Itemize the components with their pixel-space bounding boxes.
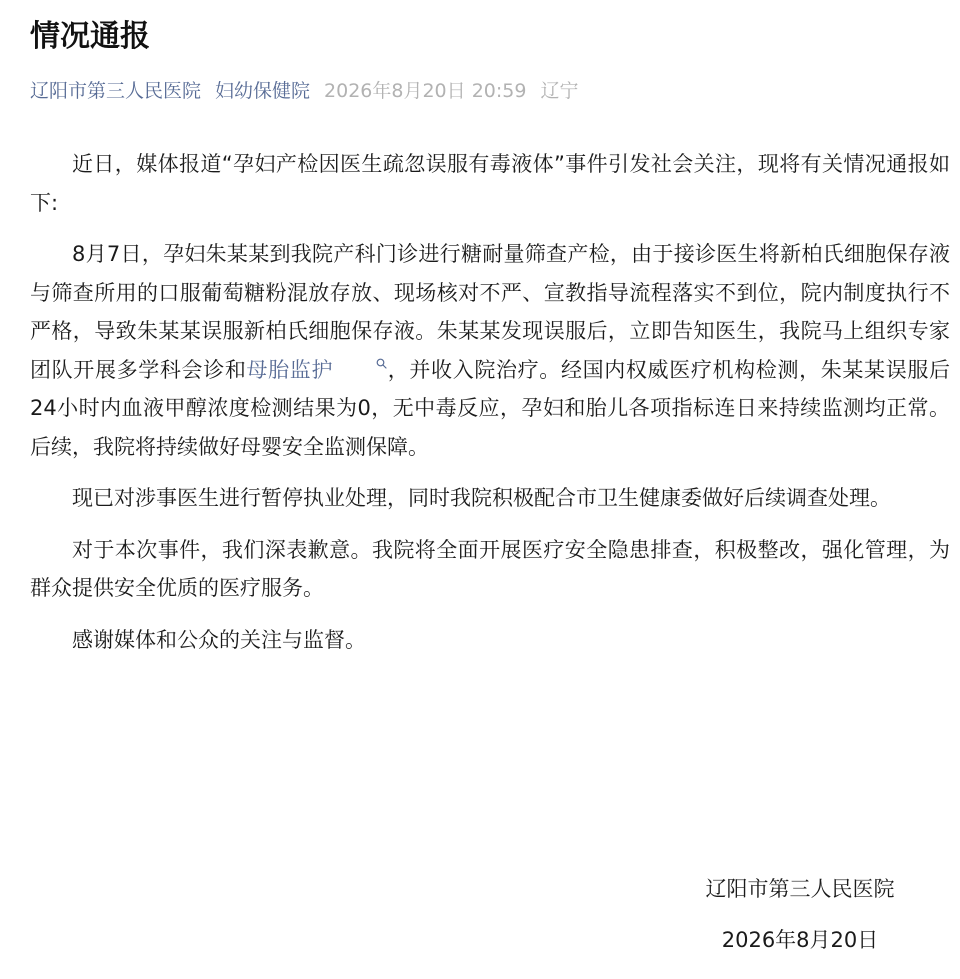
paragraph-apology: 对于本次事件，我们深表歉意。我院将全面开展医疗安全隐患排查，积极整改，强化管理，为群众提供安全优质的医疗服务。: [30, 537, 950, 600]
paragraph-thanks: 感谢媒体和公众的关注与监督。: [72, 627, 366, 652]
keyword-search-link[interactable]: [247, 358, 388, 382]
paragraph-incident: [30, 235, 950, 466]
publish-datetime: 2026年8月20日 20:59: [324, 80, 527, 102]
paragraph-intro: 近日，媒体报道“孕妇产检因医生疏忽误服有毒液体”事件引发社会关注，现将有关情况通报如下:: [30, 152, 950, 215]
article-title: 情况通报: [30, 19, 150, 54]
account-name-link[interactable]: 辽阳市第三人民医院: [30, 80, 202, 102]
author-link[interactable]: 妇幼保健院: [215, 80, 311, 102]
article-meta: [30, 76, 578, 106]
publish-location: 辽宁: [540, 80, 579, 102]
signature-date: 2026年8月20日: [721, 928, 879, 952]
signature-org: 辽阳市第三人民医院: [705, 877, 895, 901]
paragraph-incident-text-before: 8月7日，孕妇朱某某到我院产科门诊进行糖耐量筛查产检，由于接诊医生将新柏氏细胞保存液与筛查所用的口服葡萄糖粉混放存放、现场核对不严、宣教指导流程落实不到位，院内制度执行不严格，导致朱某某误服新柏氏细胞保存液。朱某某发现误服后，立即告知医生，我院马上组织专家团队开展多学科会诊和: [30, 242, 950, 382]
search-icon[interactable]: [334, 358, 387, 371]
keyword-text[interactable]: 母胎监护: [246, 357, 334, 382]
paragraph-action: 现已对涉事医生进行暂停执业处理，同时我院积极配合市卫生健康委做好后续调查处理。: [72, 486, 891, 510]
article-body: [30, 145, 950, 672]
paragraph-incident-text-after: ，并收入院治疗。经国内权威医疗机构检测，朱某某误服后24小时内血液甲醇浓度检测结果为0，无中毒反应，孕妇和胎儿各项指标连日来持续监测均正常。后续，我院将持续做好母婴安全监测保障。: [30, 357, 951, 459]
